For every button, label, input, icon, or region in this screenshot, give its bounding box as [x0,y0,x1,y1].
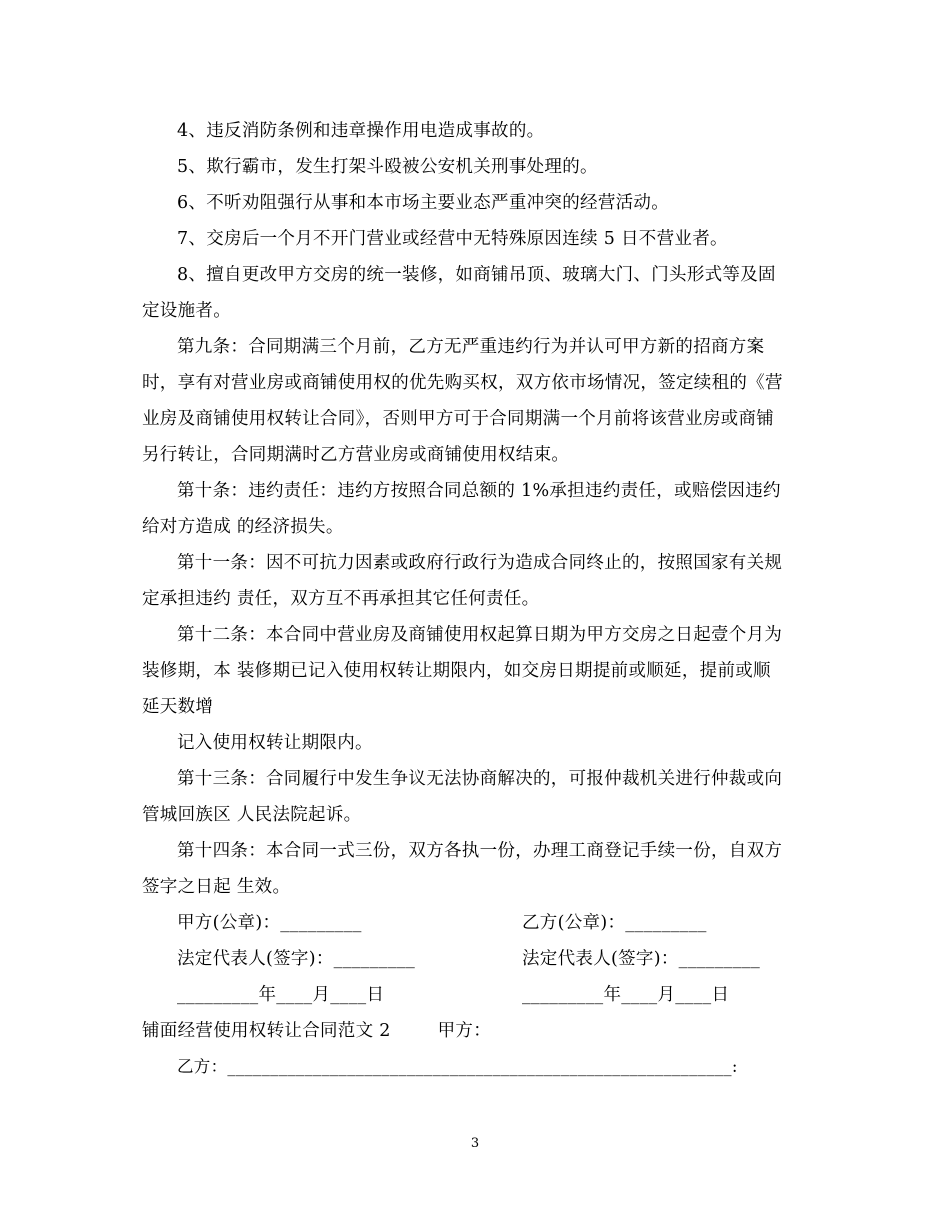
article-12-line-4: 记入使用权转让期限内。 [177,733,373,753]
party-b-date-field: _________年____月____日 [522,985,730,1005]
next-contract-title: 铺面经营使用权转让合同范文 2 甲方： [142,1021,491,1041]
article-13-line-2: 管城回族区 人民法院起诉。 [142,805,362,825]
party-a-seal-field: 甲方(公章)：_________ [177,913,362,933]
clause-item-7: 7、交房后一个月不开门营业或经营中无特殊原因连续 5 日不营业者。 [177,229,728,249]
article-10-line-2: 给对方造成 的经济损失。 [142,517,344,537]
clause-item-4: 4、违反消防条例和违章操作用电造成事故的。 [177,121,545,141]
clause-item-8: 8、擅自更改甲方交房的统一装修，如商铺吊顶、玻璃大门、门头形式等及固 [177,265,776,285]
clause-item-5: 5、欺行霸市，发生打架斗殴被公安机关刑事处理的。 [177,157,598,177]
party-b-seal-field: 乙方(公章)：_________ [522,913,707,933]
article-10: 第十条：违约责任：违约方按照合同总额的 1%承担违约责任，或赔偿因违约 [177,481,781,501]
party-b-line: 乙方：___________________________________________________________: [177,1057,738,1076]
article-9-line-3: 业房及商铺使用权转让合同》，否则甲方可于合同期满一个月前将该营业房或商铺 [142,409,775,429]
party-a-date-field: _________年____月____日 [177,985,385,1005]
clause-item-6: 6、不听劝阻强行从事和本市场主要业态严重冲突的经营活动。 [177,193,670,213]
article-12: 第十二条：本合同中营业房及商铺使用权起算日期为甲方交房之日起壹个月为 [177,625,783,645]
article-11: 第十一条：因不可抗力因素或政府行政行为造成合同终止的，按照国家有关规 [177,553,783,573]
article-9-line-4: 另行转让，合同期满时乙方营业房或商铺使用权结束。 [142,445,570,465]
party-b-representative-field: 法定代表人(签字)：_________ [522,949,761,969]
article-9: 第九条：合同期满三个月前，乙方无严重违约行为并认可甲方新的招商方案 [177,337,765,357]
clause-item-8-cont: 定设施者。 [142,301,231,321]
page-number: 3 [470,1136,480,1151]
article-14-line-2: 签字之日起 生效。 [142,877,291,897]
article-12-line-2: 装修期，本 装修期已记入使用权转让期限内，如交房日期提前或顺延，提前或顺 [142,661,771,681]
party-a-representative-field: 法定代表人(签字)：_________ [177,949,416,969]
article-9-line-2: 时，享有对营业房或商铺使用权的优先购买权，双方依市场情况，签定续租的《营 [142,373,783,393]
article-11-line-2: 定承担违约 责任，双方互不再承担其它任何责任。 [142,589,540,609]
article-13: 第十三条：合同履行中发生争议无法协商解决的，可报仲裁机关进行仲裁或向 [177,769,783,789]
article-14: 第十四条：本合同一式三份，双方各执一份，办理工商登记手续一份，自双方 [177,841,783,861]
article-12-line-3: 延天数增 [142,697,214,717]
